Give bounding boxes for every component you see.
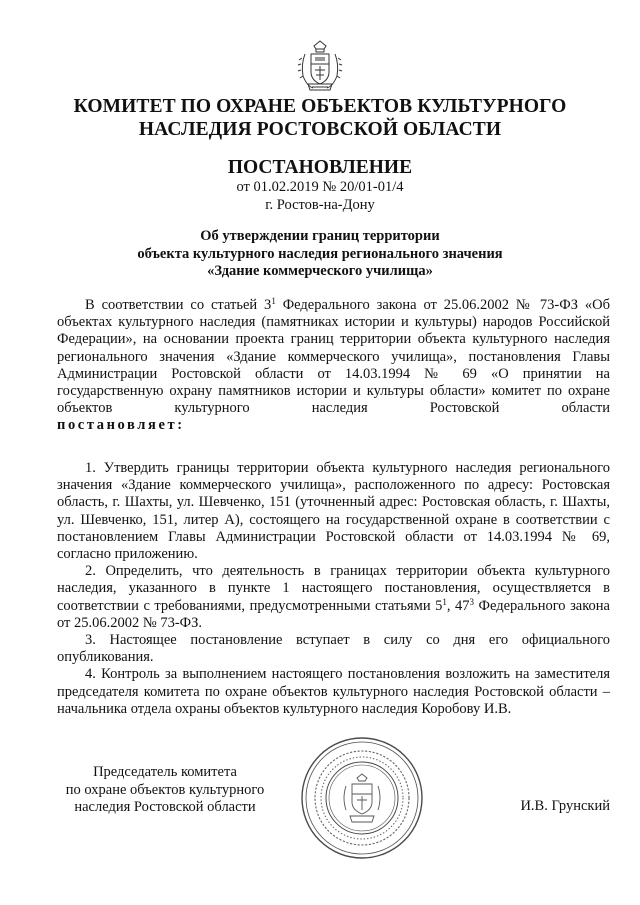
- title-line1: Об утверждении границ территории: [200, 228, 440, 244]
- committee-name-line2: НАСЛЕДИЯ РОСТОВСКОЙ ОБЛАСТИ: [138, 119, 502, 140]
- item2-sup2: 3: [469, 596, 475, 607]
- committee-name: [40, 95, 600, 141]
- signatory-position-line1: Председатель комитета: [93, 764, 237, 780]
- item2-part3: Федерального закона от 25.06.2002 № 73-ФЗ.: [57, 597, 610, 631]
- signatory-position-line3: наследия Ростовской области: [74, 799, 256, 815]
- title-line2: объекта культурного наследия регионального значения: [137, 245, 503, 262]
- decree-item-3: 3. Настоящее постановление вступает в силу со дня его официального опубликования.: [57, 632, 610, 666]
- signatory-position: [40, 764, 290, 817]
- coat-of-arms-icon: [297, 40, 343, 92]
- resolves-word: постановляет:: [57, 417, 185, 434]
- item2-part2: , 47: [446, 597, 470, 614]
- preamble-part2: Федерального закона от 25.06.2002 № 73-ФЗ «Об объектах культурного наследия (памятниках истории и культуры) народов Российской Федерации», на основании проекта границ территории объекта культурного наследия регионального значения «Здание коммерческого училища», постановления Главы Администрации Ростовской области от 14.03.1994 № 69 «О принятии на государственную охрану памятников истории и культуры области» комитет по охране объектов культурного наследия Ростовской области: [57, 297, 610, 417]
- preamble-sup1: 1: [271, 296, 276, 306]
- document-type: ПОСТАНОВЛЕНИЕ: [227, 157, 413, 178]
- decree-item-4: 4. Контроль за выполнением настоящего постановления возложить на заместителя председателя комитета по охране объектов культурного наследия Ростовской области – начальника отдела охраны объектов культурного наследия Коробову И.В.: [57, 666, 610, 717]
- document-title: [40, 228, 600, 281]
- item2-part1: 2. Определить, что деятельность в границах территории объекта культурного наследия, указанного в пункте 1 настоящего постановления, осуществляется в соответствии с требованиями, предусмотренными статьями 5: [57, 563, 610, 614]
- committee-name-line1: КОМИТЕТ ПО ОХРАНЕ ОБЪЕКТОВ КУЛЬТУРНОГО: [73, 96, 567, 117]
- signatory-position-line2: по охране объектов культурного: [65, 781, 265, 798]
- official-seal-icon: [300, 736, 424, 860]
- preamble-part1: В соответствии со статьей 3: [85, 297, 272, 313]
- resolves-line: [57, 417, 610, 434]
- preamble-paragraph: [57, 297, 610, 435]
- decree-item-1: 1. Утвердить границы территории объекта культурного наследия регионального значения «Здание коммерческого училища», расположенного по адресу: Ростовская область, г. Шахты, ул. Шевченко, 151 (уточненный адрес: Ростовская область, г. Шахты, ул. Шевченко, 151, литер А), состоящего на государственной охране в соответствии с постановлением Главы Администрации Ростовской области от 14.03.1994 № 69, согласно приложению.: [57, 460, 610, 563]
- signatory-name: И.В. Грунский: [520, 798, 610, 814]
- item2-sup1: 1: [442, 596, 447, 607]
- decree-item-2: [57, 563, 610, 632]
- title-line3: «Здание коммерческого училища»: [207, 263, 433, 279]
- document-date-number: от 01.02.2019 № 20/01-01/4: [236, 179, 404, 195]
- preamble-text: [57, 297, 610, 417]
- document-city: г. Ростов-на-Дону: [265, 197, 375, 213]
- decree-items: [57, 460, 610, 718]
